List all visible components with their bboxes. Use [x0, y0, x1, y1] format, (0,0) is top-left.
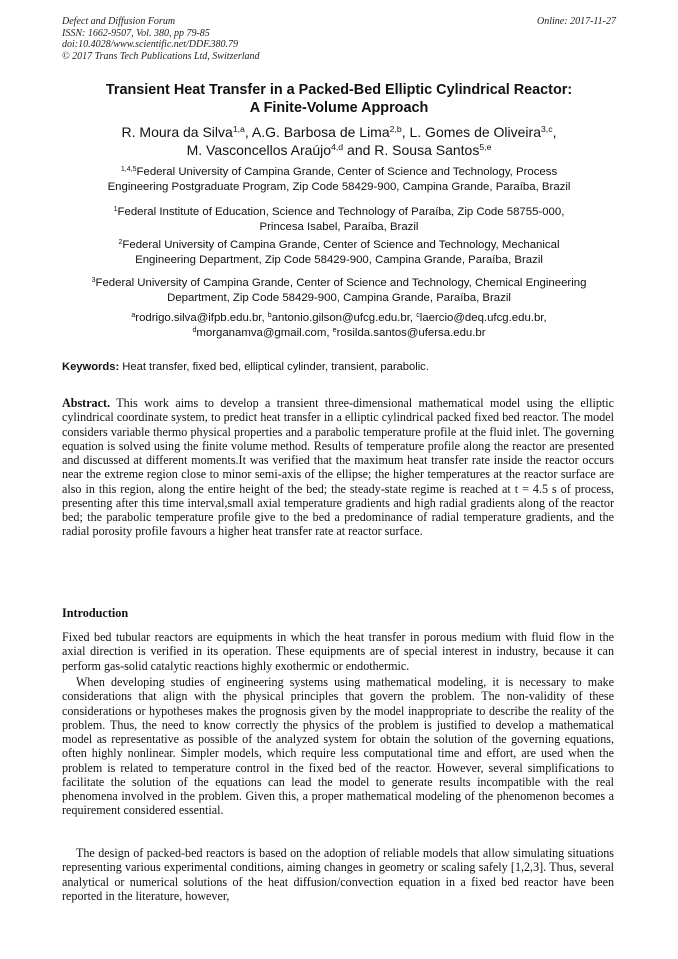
affiliation-line: Princesa Isabel, Paraíba, Brazil — [259, 220, 419, 233]
author-sup: 5,e — [479, 142, 492, 153]
keywords-text: Heat transfer, fixed bed, elliptical cylinder, transient, parabolic. — [119, 361, 429, 373]
affiliation — [62, 205, 616, 234]
online-date: Online: 2017-11-27 — [537, 16, 616, 27]
author-name: M. Vasconcellos Araújo — [186, 142, 332, 158]
affiliation-sup: 3 — [91, 277, 96, 285]
author-line-2 — [50, 141, 628, 159]
affiliation-line: Department, Zip Code 58429-900, Campina Grande, Paraíba, Brazil — [167, 291, 511, 304]
journal-header — [62, 16, 616, 62]
affiliation — [62, 238, 616, 267]
author-sup: 3,c — [540, 124, 553, 135]
title-line-1: Transient Heat Transfer in a Packed-Bed Elliptic Cylindrical Reactor: — [105, 82, 573, 98]
issn: ISSN: 1662-9507, Vol. 380, pp 79-85 — [62, 27, 210, 39]
keywords — [62, 360, 616, 374]
affiliation-line: Engineering Department, Zip Code 58429-900, Campina Grande, Paraíba, Brazil — [135, 253, 543, 266]
affiliation-line: Federal University of Campina Grande, Center of Science and Technology, Process — [136, 166, 558, 178]
paper-title — [40, 82, 638, 117]
abstract-label: Abstract. — [62, 396, 111, 410]
author-sup: 1,a — [232, 124, 245, 135]
affiliation-line: Federal University of Campina Grande, Center of Science and Technology, Chemical Engineering — [95, 277, 587, 289]
email-link[interactable]: morganamva@gmail.com, — [196, 326, 333, 339]
author-separator: , — [552, 124, 557, 140]
email-sup: b — [267, 312, 272, 320]
paragraph: Fixed bed tubular reactors are equipments in which the heat transfer in porous medium with fluid flow in the axial direction is verified in its operation. These equipments are of special interest in industry, because it can perform gas-solid catalytic reactions highly exothermic or endothermic. — [62, 630, 614, 673]
title-line-2: A Finite-Volume Approach — [249, 99, 429, 116]
abstract-text: This work aims to develop a transient three-dimensional mathematical model using the elliptic cylindrical coordinate system, to predict heat transfer in a elliptic cylindrical packed fixed bed reactor. The model considers variable thermo physical properties and a parabolic temperature profile at the fluid inlet. The governing equation is solved using the finite volume method. Results of temperature profile along the reactor are presented and discussed at different moments.It was verified that the maximum heat transfer rate inside the reactor occurs near the extreme region close to minor semi-axis of the ellipse; the higher temperatures at the reactor surface are also in this region, along the entire height of the bed; the steady-state regime is reached at t = 4.5 s of process, presenting after this time interval,small axial temperature gradients and high radial gradients along of the reactor bed; the parabolic temperature profile give to the bed a predominance of radial temperature gradients, and the radial porosity profile favours a higher heat transfer rate at reactor surface. — [62, 396, 614, 539]
doi: doi:10.4028/www.scientific.net/DDF.380.79 — [62, 39, 239, 50]
email-sup: a — [131, 312, 136, 320]
author-sup: 4,d — [331, 142, 344, 153]
affiliation-line: Federal University of Campina Grande, Center of Science and Technology, Mechanical — [122, 239, 560, 251]
email-sup: d — [192, 326, 197, 334]
email-link[interactable]: rodrigo.silva@ifpb.edu.br, — [135, 312, 268, 324]
abstract — [62, 396, 614, 539]
email-link[interactable]: antonio.gilson@ufcg.edu.br, — [271, 312, 417, 324]
author-emails — [62, 311, 616, 340]
author-name: R. Moura da Silva — [121, 124, 233, 140]
affiliation-sup: 2 — [118, 239, 123, 247]
affiliation-line: Federal Institute of Education, Science and Technology of Paraíba, Zip Code 58755-000, — [117, 206, 565, 218]
author-line-1 — [50, 123, 628, 141]
email-link[interactable]: laercio@deq.ufcg.edu.br, — [419, 312, 547, 324]
paragraph: When developing studies of engineering systems using mathematical modeling, it is necessary to make considerations that align with the physical principles that govern the problem. The non-validity of these considerations or hypotheses makes the prognosis given by the model inappropriate to describe the reality of the problem. Thus, the need to know correctly the physics of the problem is justified to develop a mathematical model as representative as possible of the analyzed system for obtain the solution of the governing equations, often highly nonlinear. Simpler models, which require less computational time and effort, are used when the problem is related to temperature control in the fixed bed of the reactor. However, several simplifications to facilitate the solution of the equations can lead the model to generate results incompatible with the real phenomena involved in the problem. Given this, a proper mathematical modeling of the phenomenon becomes a requirement considered essential. — [62, 675, 614, 818]
affiliation — [62, 276, 616, 305]
author-list — [50, 123, 628, 159]
author-separator: , — [244, 124, 252, 140]
email-sup: e — [332, 326, 337, 334]
affiliation-line: Engineering Postgraduate Program, Zip Code 58429-900, Campina Grande, Paraíba, Brazil — [107, 180, 571, 193]
author-name: L. Gomes de Oliveira — [409, 124, 541, 140]
copyright: © 2017 Trans Tech Publications Ltd, Switzerland — [62, 50, 260, 62]
email-link[interactable]: rosilda.santos@ufersa.edu.br — [336, 326, 486, 339]
section-heading: Introduction — [62, 606, 129, 620]
author-name: A.G. Barbosa de Lima — [251, 124, 390, 140]
email-sup: c — [416, 312, 420, 320]
author-name: R. Sousa Santos — [374, 142, 480, 158]
affiliation-sup: 1,4,5 — [120, 166, 137, 174]
affiliation — [62, 165, 616, 194]
keywords-label: Keywords: — [62, 361, 120, 373]
paragraph: The design of packed-bed reactors is based on the adoption of reliable models that allow simulating situations representing various experimental conditions, aiming changes in geometry or scaling safely [1,2,3]. Thus, several analytical or numerical solutions of the heat diffusion/convection equation in a fixed bed reactor have been reported in the literature, however, — [62, 846, 614, 903]
author-separator: , — [401, 124, 410, 140]
journal-name: Defect and Diffusion Forum — [62, 16, 176, 27]
author-sup: 2,b — [389, 124, 402, 135]
author-separator: and — [343, 142, 375, 158]
affiliation-sup: 1 — [113, 206, 118, 214]
